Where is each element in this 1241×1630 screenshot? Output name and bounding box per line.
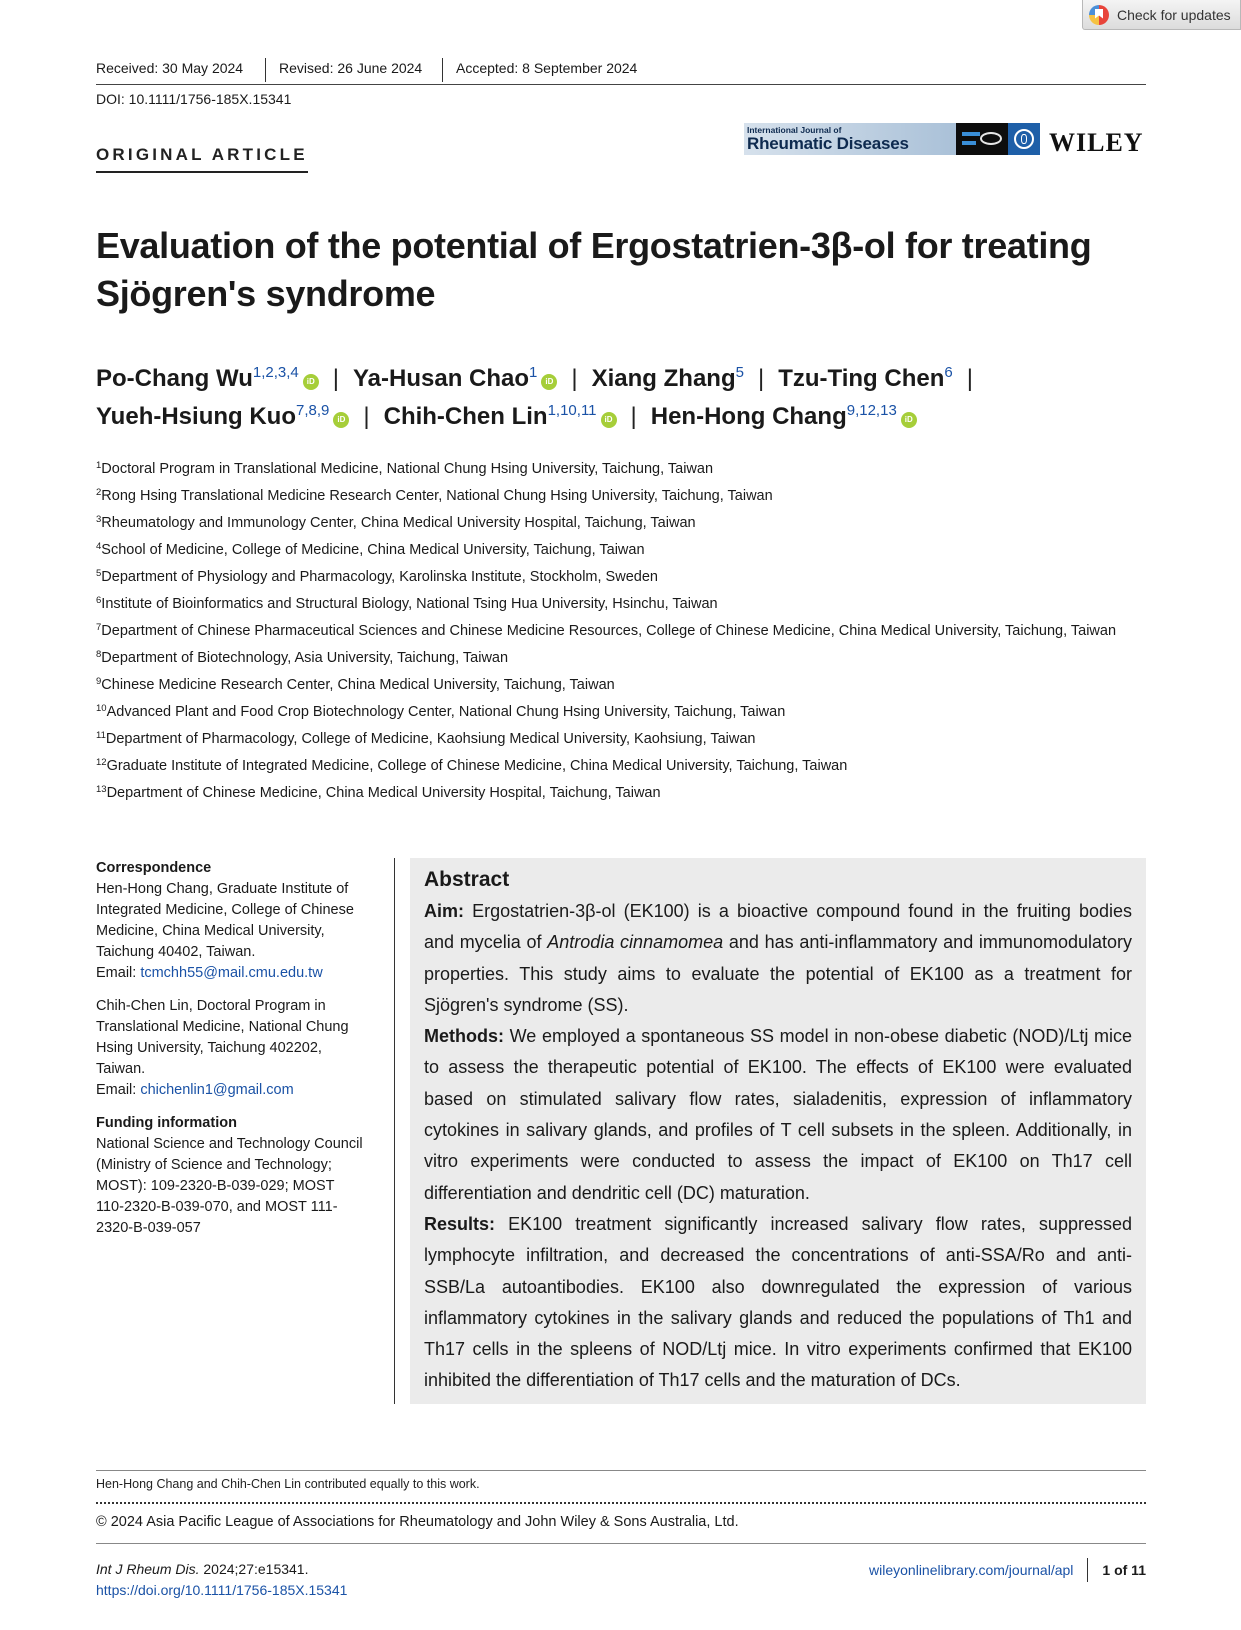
check-for-updates-button[interactable] <box>1082 0 1241 30</box>
author[interactable]: Hen-Hong Chang$^{9,12,13}$iD <box>651 403 917 430</box>
article-title <box>96 222 1156 318</box>
accepted-date: Accepted: 8 September 2024 <box>456 60 638 76</box>
correspondence-sidebar <box>96 858 381 1251</box>
revised-date: Revised: 26 June 2024 <box>279 60 423 76</box>
orcid-icon[interactable]: iD <box>333 412 349 428</box>
affiliation: $^{11}$Department of Pharmacology, College of Medicine, Kaohsiung Medical University, Kaohsiung, Taiwan <box>96 730 756 747</box>
journal-site-link[interactable]: wileyonlinelibrary.com/journal/apl <box>869 1562 1074 1578</box>
correspondence-block: Correspondence Hen-Hong Chang, Graduate Institute of Integrated Medicine, College of Chinese Medicine, China Medical University, Taichung 40402, Taiwan. Email: tcmchh55@mail.cmu.edu.tw <box>96 858 381 984</box>
title-line-1: Evaluation of the potential of Ergostatrien-3β-ol for treating <box>96 225 1092 266</box>
affiliation: $^3$Rheumatology and Immunology Center, China Medical University Hospital, Taichung, Taiwan <box>96 514 696 531</box>
journal-logo <box>744 123 1040 155</box>
author[interactable]: Po-Chang Wu$^{1,2,3,4}$iD <box>96 365 319 392</box>
abstract-box <box>410 858 1146 1404</box>
affiliation: $^{10}$Advanced Plant and Food Crop Biotechnology Center, National Chung Hsing University, Taichung, Taiwan <box>96 703 786 720</box>
journal-emblem <box>956 123 1008 155</box>
date-divider <box>265 58 266 82</box>
author-list: Po-Chang Wu$^{1,2,3,4}$iD | Ya-Husan Chao$^1$iD | Xiang Zhang$^5$ | Tzu-Ting Chen$^6$ | Yueh-Hsiung Kuo$^{7,8,9}$iD | Chih-Chen Lin$^{1,10,11}$iD | Hen-Hong Chang$^{9,12,13}$iD <box>96 364 973 430</box>
funding-heading: Funding information <box>96 1115 237 1131</box>
funding-block: Funding information National Science and Technology Council (Ministry of Science and Technology; MOST): 109-2320-B-039-029; MOST 110-2320-B-039-070, and MOST 111- 2320-B-039-057 <box>96 1113 381 1239</box>
journal-name-box <box>744 123 956 155</box>
email-link[interactable]: tcmchh55@mail.cmu.edu.tw <box>140 965 323 981</box>
affiliation: $^6$Institute of Bioinformatics and Structural Biology, National Tsing Hua University, Hsinchu, Taiwan <box>96 595 718 612</box>
orcid-icon[interactable]: iD <box>303 374 319 390</box>
author[interactable]: Chih-Chen Lin$^{1,10,11}$iD <box>384 403 617 430</box>
affiliation: $^{12}$Graduate Institute of Integrated Medicine, College of Chinese Medicine, China Medical University, Taichung, Taiwan <box>96 757 848 774</box>
affiliation: $^1$Doctoral Program in Translational Medicine, National Chung Hsing University, Taichung, Taiwan <box>96 460 714 477</box>
article-type: ORIGINAL ARTICLE <box>96 145 308 173</box>
footer-dotted-rule <box>96 1502 1146 1504</box>
date-divider <box>442 58 443 82</box>
affiliation: $^2$Rong Hsing Translational Medicine Research Center, National Chung Hsing University, Taichung, Taiwan <box>96 487 773 504</box>
check-for-updates-label: Check for updates <box>1117 6 1231 23</box>
journal-abbrev: Int J Rheum Dis. <box>96 1561 200 1577</box>
author[interactable]: Ya-Husan Chao$^1$iD <box>353 365 557 392</box>
abstract-methods: Methods: We employed a spontaneous SS model in non-obese diabetic (NOD)/Ltj mice to assess the therapeutic potential of EK100. The effects of EK100 were evaluated based on stimulated salivary flow rates, sialadenitis, expression of inflammatory cytokines in salivary glands, and profiles of T cell subsets in the spleen. Additionally, in vitro experiments were conducted to assess the impact of EK100 on Th17 cell differentiation and dendritic cell (DC) maturation. <box>424 1026 1132 1203</box>
abstract-results: Results: EK100 treatment significantly increased salivary flow rates, suppressed lymphocyte infiltration, and decreased the concentrations of anti-SSA/Ro and anti-SSB/La autoantibodies. EK100 also downregulated the expression of various inflammatory cytokines in the salivary glands and reduced the populations of Th1 and Th17 cells in the spleens of NOD/Ltj mice. In vitro experiments confirmed that EK100 inhibited the differentiation of Th17 cells and the maturation of DCs. <box>424 1213 1132 1391</box>
article-dates <box>96 58 1146 85</box>
column-divider <box>394 858 395 1404</box>
author[interactable]: Xiang Zhang$^5$ <box>591 364 744 392</box>
affiliation: $^5$Department of Physiology and Pharmacology, Karolinska Institute, Stockholm, Sweden <box>96 568 658 585</box>
journal-name-small: International Journal of <box>747 125 842 135</box>
orcid-icon[interactable]: iD <box>601 412 617 428</box>
publisher-logo: WILEY <box>1049 128 1144 157</box>
society-seal-icon <box>1008 123 1040 155</box>
doi-link[interactable]: https://doi.org/10.1111/1756-185X.15341 <box>96 1582 348 1598</box>
affiliation: $^9$Chinese Medicine Research Center, China Medical University, Taichung, Taiwan <box>96 676 615 693</box>
affiliation: $^7$Department of Chinese Pharmaceutical Sciences and Chinese Medicine Resources, College of Chinese Medicine, China Medical University, Taichung, Taiwan <box>96 622 1117 639</box>
footer-rule <box>96 1543 1146 1544</box>
copyright-notice: © 2024 Asia Pacific League of Associations for Rheumatology and John Wiley & Sons Australia, Ltd. <box>96 1514 739 1530</box>
footer-rule <box>96 1470 1146 1471</box>
abstract-heading: Abstract <box>424 868 510 891</box>
doi-line: DOI: 10.1111/1756-185X.15341 <box>96 91 292 107</box>
footer-right <box>869 1555 1146 1585</box>
contribution-note: Hen-Hong Chang and Chih-Chen Lin contributed equally to this work. <box>96 1477 480 1491</box>
footer-divider <box>1087 1558 1088 1582</box>
author[interactable]: Yueh-Hsiung Kuo$^{7,8,9}$iD <box>96 403 349 430</box>
orcid-icon[interactable]: iD <box>541 374 557 390</box>
affiliation: $^8$Department of Biotechnology, Asia University, Taichung, Taiwan <box>96 649 509 666</box>
affiliation-list <box>96 460 1186 811</box>
citation: Int J Rheum Dis. 2024;27:e15341. https://doi.org/10.1111/1756-185X.15341 <box>96 1561 348 1598</box>
orcid-icon[interactable]: iD <box>901 412 917 428</box>
email-link[interactable]: chichenlin1@gmail.com <box>140 1082 294 1098</box>
received-date: Received: 30 May 2024 <box>96 60 244 76</box>
author[interactable]: Tzu-Ting Chen$^6$ <box>778 364 953 392</box>
affiliation: $^{13}$Department of Chinese Medicine, China Medical University Hospital, Taichung, Taiwan <box>96 784 661 801</box>
affiliation: $^4$School of Medicine, College of Medicine, China Medical University, Taichung, Taiwan <box>96 541 645 558</box>
bookmark-icon <box>1089 5 1109 25</box>
page-number: 1 of 11 <box>1102 1562 1146 1578</box>
title-line-2: Sjögren's syndrome <box>96 273 436 314</box>
correspondence-block: Chih-Chen Lin, Doctoral Program in Translational Medicine, National Chung Hsing University, Taichung 402202, Taiwan. Email: chichenlin1@gmail.com <box>96 998 349 1098</box>
journal-name-big: Rheumatic Diseases <box>747 134 909 153</box>
abstract-aim: Aim: Ergostatrien-3β-ol (EK100) is a bioactive compound found in the fruiting bodies and mycelia of Antrodia cinnamomea and has anti-inflammatory and immunomodulatory properties. This study aims to evaluate the potential of EK100 as a treatment for Sjögren's syndrome (SS). <box>424 901 1132 1015</box>
correspondence-heading: Correspondence <box>96 860 212 876</box>
